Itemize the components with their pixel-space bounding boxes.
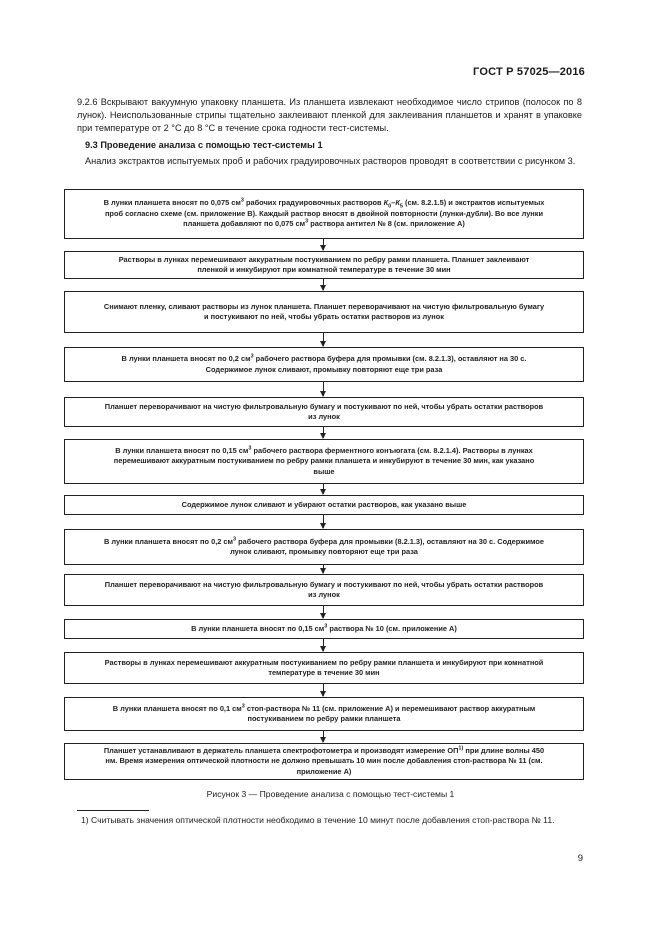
- paragraph-9-3: Анализ экстрактов испытуемых проб и рабочих градуировочных растворов проводят в соответствии с рисунком 3.: [85, 156, 576, 166]
- flow-arrow: [323, 684, 324, 696]
- flow-arrow: [323, 639, 324, 651]
- flow-step-6: В лунки планшета вносят по 0,15 $см^3$ рабочего раствора ферментного конъюгата (см. 8.2.1.4). Растворы в лунках перемешивают аккуратным постукиванием по ребру рамки планшета и инкубируют в течение 30 мин, как указано выше: [64, 439, 584, 484]
- flow-arrow: [323, 427, 324, 438]
- page-number: 9: [577, 853, 583, 864]
- flow-step-13: Планшет устанавливают в держатель планшета спектрофотометра и производят измерение ОП$^{1)}$ при длине волны 450 нм. Время измерения оптической плотности не должно превышать 10 мин после добавления стоп-раствора № 11 (см. приложение А): [64, 743, 584, 780]
- flow-step-2: Растворы в лунках перемешивают аккуратным постукиванием по ребру рамки планшета. Планшет заклеивают пленкой и инкубируют при комнатной температуре в течение 30 мин: [64, 251, 584, 279]
- flow-arrow: [323, 565, 324, 573]
- flow-step-8: В лунки планшета вносят по 0,2 $см^3$ рабочего раствора буфера для промывки (8.2.1.3), оставляют на 30 с. Содержимое лунок сливают, промывку повторяют еще три раза: [64, 529, 584, 565]
- flow-arrow: [323, 484, 324, 494]
- section-heading-9-3: 9.3 Проведение анализа с помощью тест-системы 1: [85, 140, 323, 150]
- footnote: 1) Считывать значения оптической плотности необходимо в течение 10 минут после добавления стоп-раствора № 11.: [81, 815, 555, 825]
- flow-arrow: [323, 382, 324, 396]
- flow-arrow: [323, 515, 324, 528]
- paragraph-9-2-6: 9.2.6 Вскрывают вакуумную упаковку планшета. Из планшета извлекают необходимое число стрипов (полосок по 8 лунок). Неиспользованные стрипы тщательно заклеивают пленкой для заклеивания планшетов и хранят в упаковке при температуре от 2 °С до 8 °С в течение срока годности тест-системы.: [77, 97, 582, 133]
- flow-step-3: Снимают пленку, сливают растворы из лунок планшета. Планшет переворачивают на чистую фильтровальную бумагу и постукивают по ней, чтобы убрать остатки растворов из лунок: [64, 291, 584, 333]
- flow-step-1: В лунки планшета вносят по 0,075 $см^3$ рабочих градуировочных растворов $К_0-К_5$ (см. 8.2.1.5) и экстрактов испытуемых проб согласно схеме (см. приложение В). Каждый раствор вносят в двойной повторности (лунки-дубли). Во все лунки планшета добавляют по 0,075 $см^3$ раствора антител № 8 (см. приложение А): [64, 189, 584, 239]
- flow-step-9: Планшет переворачивают на чистую фильтровальную бумагу и постукивают по ней, чтобы убрать остатки растворов из лунок: [64, 574, 584, 606]
- figure-caption: Рисунок 3 — Проведение анализа с помощью тест-системы 1: [206, 789, 455, 799]
- footnote-divider: [77, 810, 149, 811]
- flow-arrow: [323, 606, 324, 618]
- flow-step-4: В лунки планшета вносят по 0,2 $см^3$ рабочего раствора буфера для промывки (см. 8.2.1.3), оставляют на 30 с. Содержимое лунок сливают, промывку повторяют еще три раза: [64, 347, 584, 382]
- flow-arrow: [323, 239, 324, 250]
- flow-step-11: Растворы в лунках перемешивают аккуратным постукиванием по ребру рамки планшета и инкубируют при комнатной температуре в течение 30 мин: [64, 652, 584, 684]
- document-header: ГОСТ Р 57025—2016: [473, 66, 585, 78]
- flow-arrow: [323, 333, 324, 346]
- flow-step-10: В лунки планшета вносят по 0,15 $см^3$ раствора № 10 (см. приложение А): [64, 619, 584, 639]
- flow-step-12: В лунки планшета вносят по 0,1 $см^3$ стоп-раствора № 11 (см. приложение А) и перемешивают раствор аккуратным постукиванием по ребру рамки планшета: [64, 697, 584, 731]
- flow-step-5: Планшет переворачивают на чистую фильтровальную бумагу и постукивают по ней, чтобы убрать остатки растворов из лунок: [64, 397, 584, 427]
- flow-step-7: Содержимое лунок сливают и убирают остатки растворов, как указано выше: [64, 495, 584, 515]
- flow-arrow: [323, 279, 324, 290]
- flow-arrow: [323, 731, 324, 742]
